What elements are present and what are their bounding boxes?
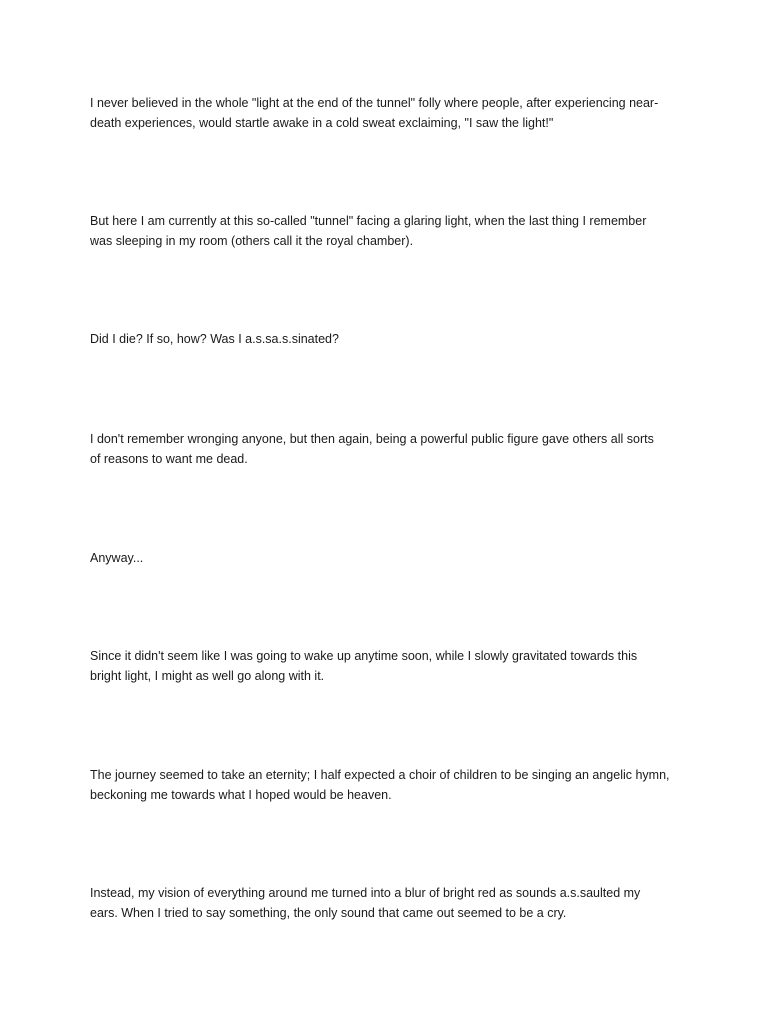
paragraph: I never believed in the whole "light at the end of the tunnel" folly where people, after experiencing near- death experiences, would startle awake in a cold sweat exclaiming, "I saw the light!" [90,96,659,130]
paragraph: Instead, my vision of everything around me turned into a blur of bright red as sounds a.s.saulted my ears. When I tried to say something, the only sound that came out seemed to be a cry. [90,886,641,920]
paragraph: But here I am currently at this so-called "tunnel" facing a glaring light, when the last thing I remember was sleeping in my room (others call it the royal chamber). [90,214,647,248]
paragraph: I don't remember wronging anyone, but then again, being a powerful public figure gave others all sorts of reasons to want me dead. [90,432,654,466]
paragraph: Did I die? If so, how? Was I a.s.sa.s.sinated? [90,332,339,346]
paragraph: Anyway... [90,551,144,565]
paragraph: Since it didn't seem like I was going to wake up anytime soon, while I slowly gravitated towards this bright light, I might as well go along with it. [90,649,638,683]
paragraph: The journey seemed to take an eternity; I half expected a choir of children to be singing an angelic hymn, beckoning me towards what I hoped would be heaven. [90,768,670,802]
